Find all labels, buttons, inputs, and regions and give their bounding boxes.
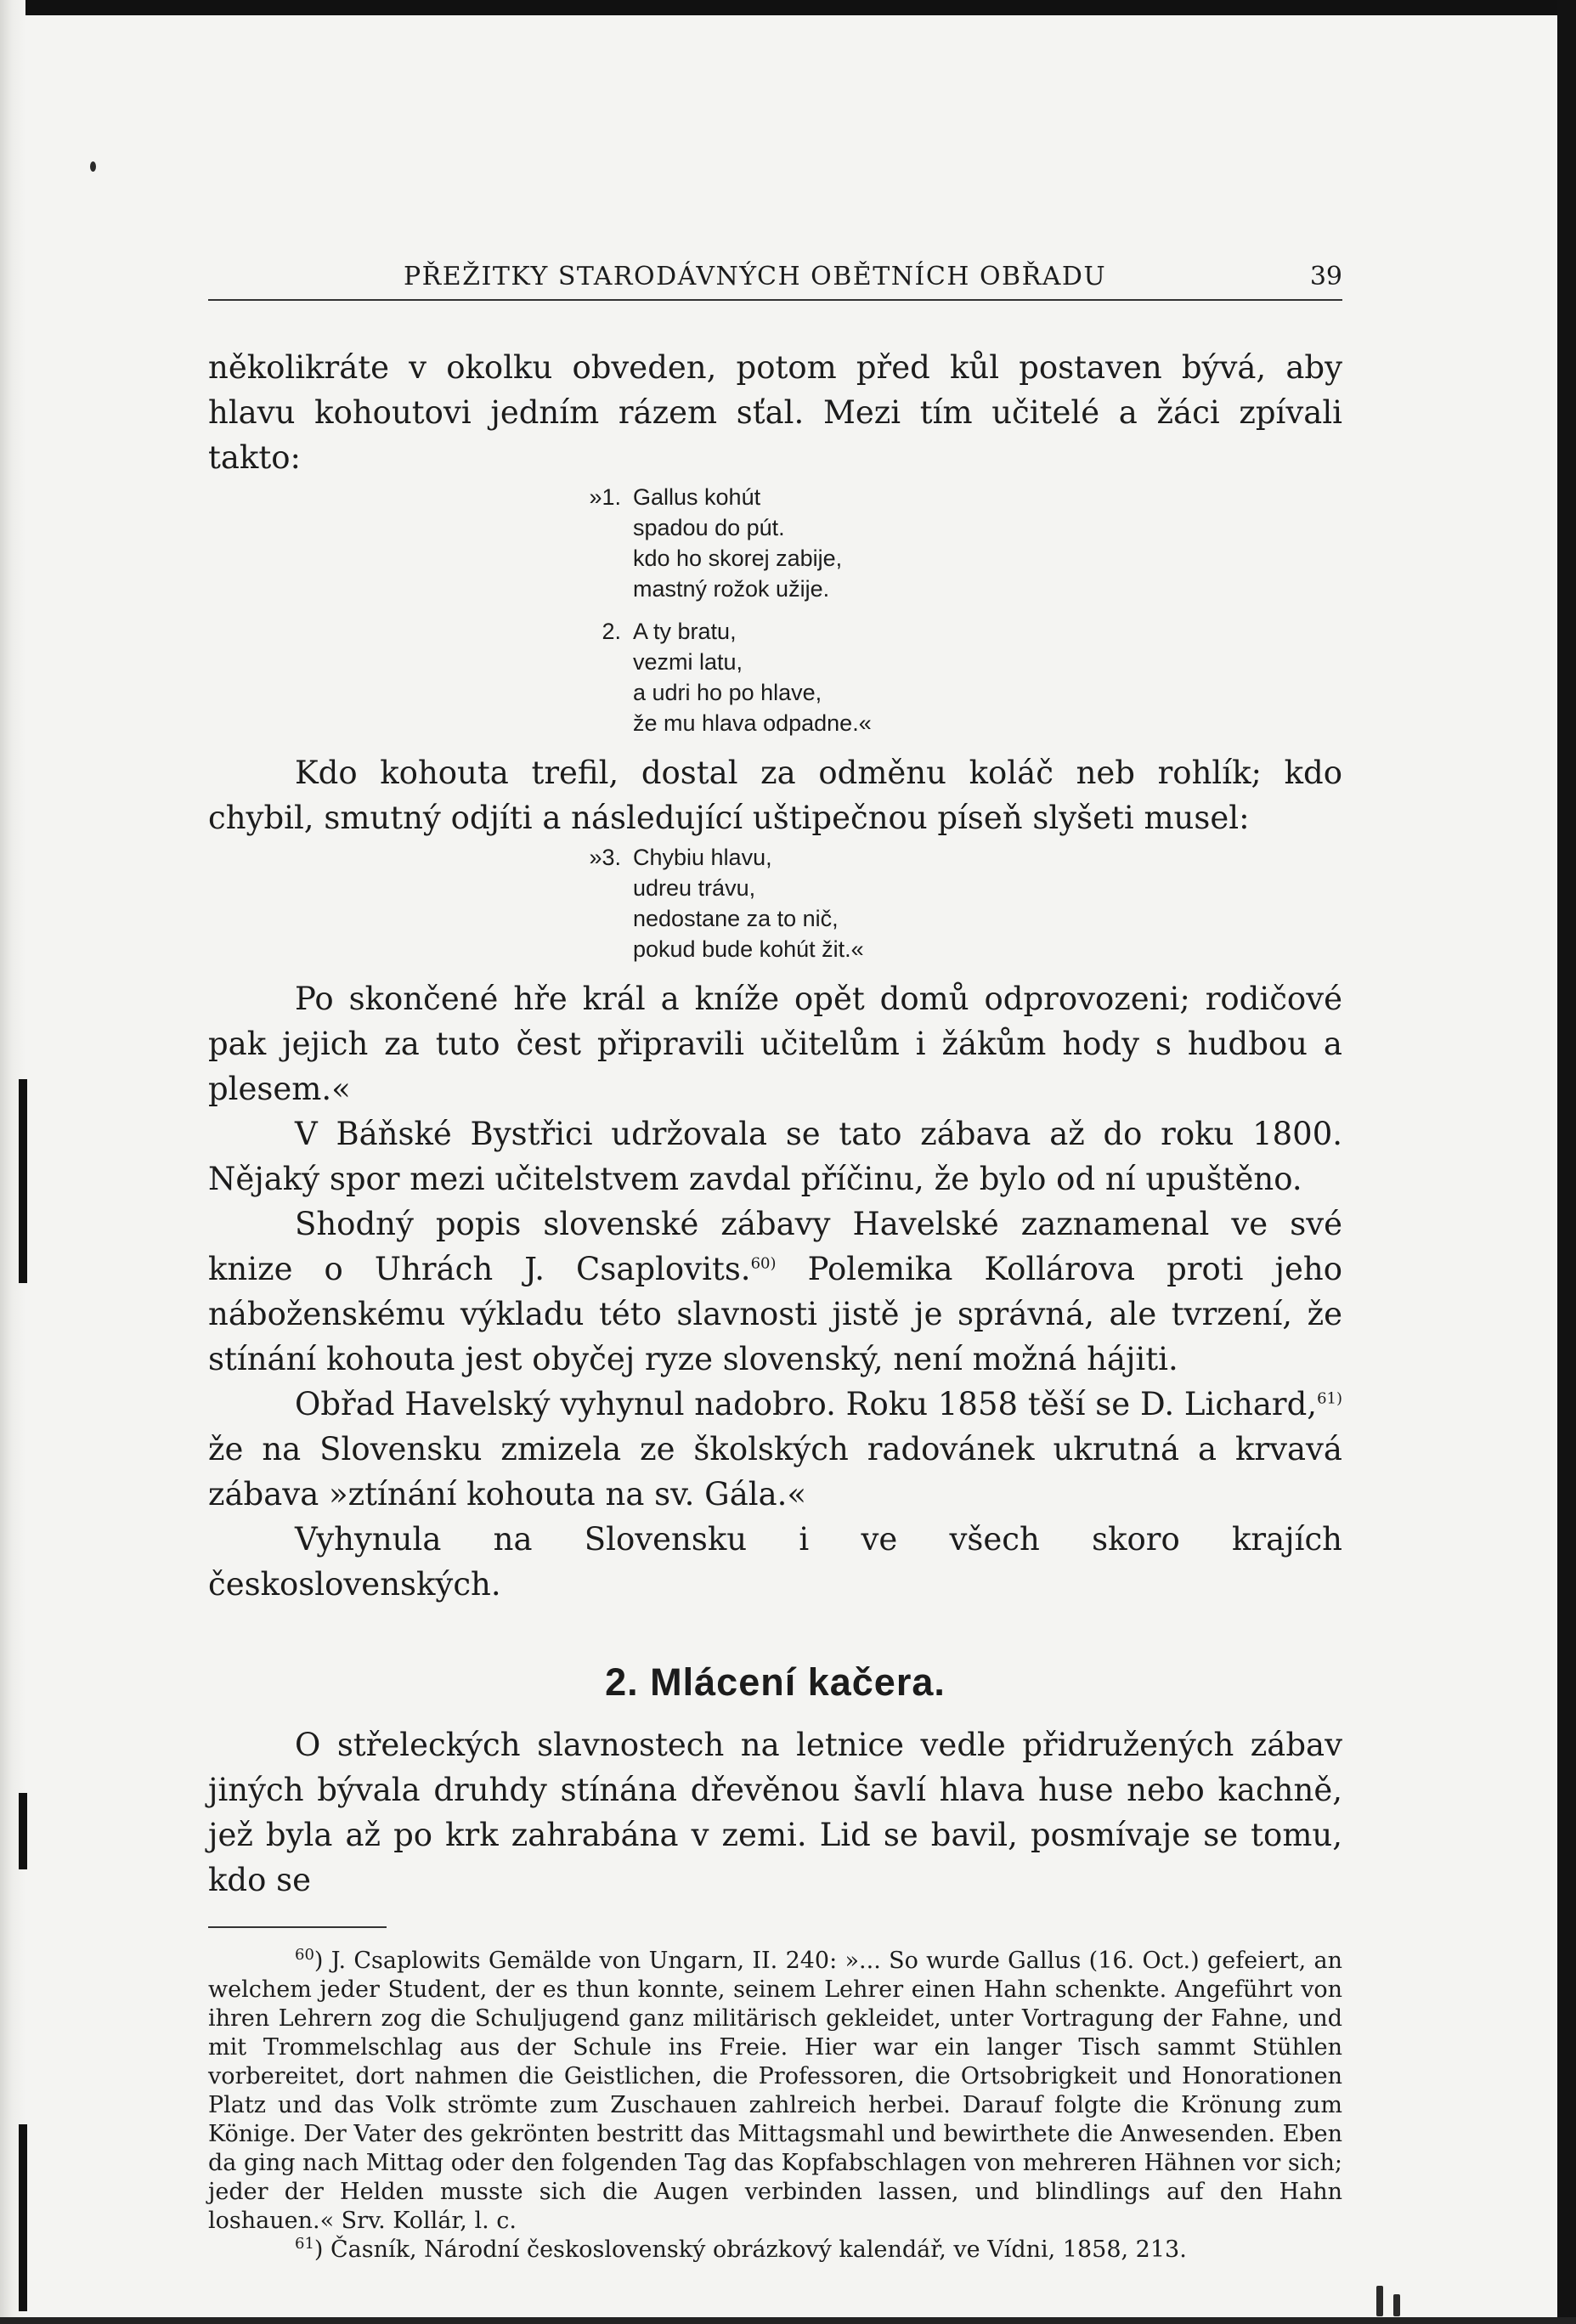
- paragraph: [208, 1202, 1342, 1382]
- scan-speck: [1376, 2286, 1383, 2316]
- verse-line: spadou do pút.: [633, 515, 785, 540]
- paragraph: O střeleckých slavnostech na letnice vedle přidružených zábav jiných bývala druhdy stínána dřevěnou šavlí hlava huse nebo kachně, jež byla až po krk zahrabána v zemi. Lid se bavil, posmívaje se tomu, kdo se: [208, 1727, 1342, 1898]
- footnote: [208, 2236, 1342, 2265]
- verse-block: [208, 482, 1342, 738]
- paragraph: V Báňské Bystřici udržovala se tato zábava až do roku 1800. Nějaký spor mezi učitelstvem zavdal příčinu, že bylo od ní upuštěno.: [208, 1116, 1342, 1197]
- verse-line: Gallus kohút: [633, 484, 761, 510]
- scan-border-top: [0, 0, 1576, 15]
- verse-lines: [633, 616, 872, 738]
- running-title: PŘEŽITKY STARODÁVNÝCH OBĚTNÍCH OBŘADU: [404, 262, 1107, 291]
- verse-block: [208, 842, 1342, 964]
- section-heading: 2. Mlácení kačera.: [605, 1660, 946, 1704]
- footnote-divider: [208, 1926, 387, 1928]
- paragraph-text: Polemika Kollárova proti jeho náboženskému výkladu této slavnosti jistě je správná, ale tvrzení, že stínání kohouta jest obyčej ryze slovenský, není možná hájiti.: [208, 1251, 1342, 1377]
- scan-border-right: [1557, 0, 1576, 2324]
- verse: [208, 842, 1342, 964]
- scan-speck: [1393, 2294, 1400, 2316]
- paragraph-text: Shodný popis slovenské zábavy Havelské zaznamenal ve své knize o Uhrách J. Csaplovits.: [208, 1206, 1342, 1287]
- verse-number: »1.: [589, 484, 621, 510]
- verse-line: A ty bratu,: [633, 619, 737, 644]
- running-header: [208, 255, 1342, 301]
- body-text: [208, 345, 1342, 1903]
- verse: [208, 482, 1342, 604]
- verse: [208, 616, 1342, 738]
- paragraph-text: že na Slovensku zmizela ze školských radovánek ukrutná a krvavá zábava »ztínání kohouta na sv. Gála.«: [208, 1431, 1342, 1513]
- paragraph-text: Obřad Havelský vyhynul nadobro. Roku 1858 těší se D. Lichard,: [295, 1386, 1318, 1422]
- footnote-marker: 61: [295, 2235, 314, 2253]
- paragraph: Kdo kohouta trefil, dostal za odměnu koláč neb rohlík; kdo chybil, smutný odjíti a následující uštipečnou píseň slyšeti musel:: [208, 755, 1342, 836]
- scan-edge-mark: [19, 1793, 27, 1869]
- paragraph: Vyhynula na Slovensku i ve všech skoro krajích československých.: [208, 1521, 1342, 1603]
- verse-line: že mu hlava odpadne.«: [633, 710, 872, 736]
- footnotes: [208, 1947, 1342, 2265]
- footnote-reference: 61): [1317, 1389, 1342, 1408]
- verse-line: a udri ho po hlave,: [633, 680, 822, 705]
- scan-edge-mark: [19, 2124, 27, 2311]
- book-page: [208, 255, 1342, 2265]
- verse-line: mastný rožok užije.: [633, 576, 830, 602]
- scan-edge-mark: [19, 1079, 27, 1283]
- verse-line: udreu trávu,: [633, 875, 756, 901]
- paragraph: Po skončené hře král a kníže opět domů odprovozeni; rodičové pak jejich za tuto čest připravili učitelům i žákům hody s hudbou a plesem.«: [208, 981, 1342, 1107]
- paragraph: několikráte v okolku obveden, potom před kůl postaven bývá, aby hlavu kohoutovi jedním rázem sťal. Mezi tím učitelé a žáci zpívali takto:: [208, 349, 1342, 476]
- scan-speck: [90, 161, 96, 172]
- paragraph: [208, 1382, 1342, 1517]
- verse-lines: [633, 482, 842, 604]
- footnote-text: ) Časník, Národní československý obrázkový kalendář, ve Vídni, 1858, 213.: [314, 2236, 1187, 2263]
- footnote: [208, 1947, 1342, 2236]
- footnote-marker: 60: [295, 1946, 314, 1964]
- footnote-reference: 60): [750, 1254, 777, 1273]
- verse-line: Chybiu hlavu,: [633, 845, 772, 870]
- scan-border-bottom: [0, 2317, 1576, 2324]
- page-number: 39: [1309, 262, 1342, 291]
- verse-number: »3.: [589, 845, 621, 870]
- verse-line: pokud bude kohút žit.«: [633, 936, 864, 962]
- verse-line: kdo ho skorej zabije,: [633, 546, 843, 571]
- verse-line: nedostane za to nič,: [633, 906, 839, 931]
- verse-lines: [633, 842, 864, 964]
- footnote-text: ) J. Csaplowits Gemälde von Ungarn, II. 240: »... So wurde Gallus (16. Oct.) gefeiert, an welchem jeder Student, der es thun konnte, seinem Lehrer einen Hahn schenkte. Angeführt von ihren Lehrern zog die Schuljugend ganz militärisch gekleidet, unter Vortragung der Fahne, und mit Trommelschlag aus der Schule ins Freie. Hier war ein langer Tisch sammt Stühlen vorbereitet, dort nahmen die Geistlichen, die Professoren, die Ortsobrigkeit und Honorationen Platz und das Volk strömte zum Zuschauen zahlreich herbei. Darauf folgte die Krönung zum Könige. Der Vater des gekrönten bestritt das Mittagsmahl und bewirthete die Anwesenden. Eben da ging nach Mittag oder den folgenden Tag das Kopfabschlagen von mehreren Hähnen vor sich; jeder der Helden musste sich die Augen verbinden lassen, und blindlings auf den Hahn loshauen.« Srv. Kollár, l. c.: [208, 1948, 1342, 2234]
- verse-line: vezmi latu,: [633, 649, 743, 675]
- verse-number: 2.: [602, 619, 621, 644]
